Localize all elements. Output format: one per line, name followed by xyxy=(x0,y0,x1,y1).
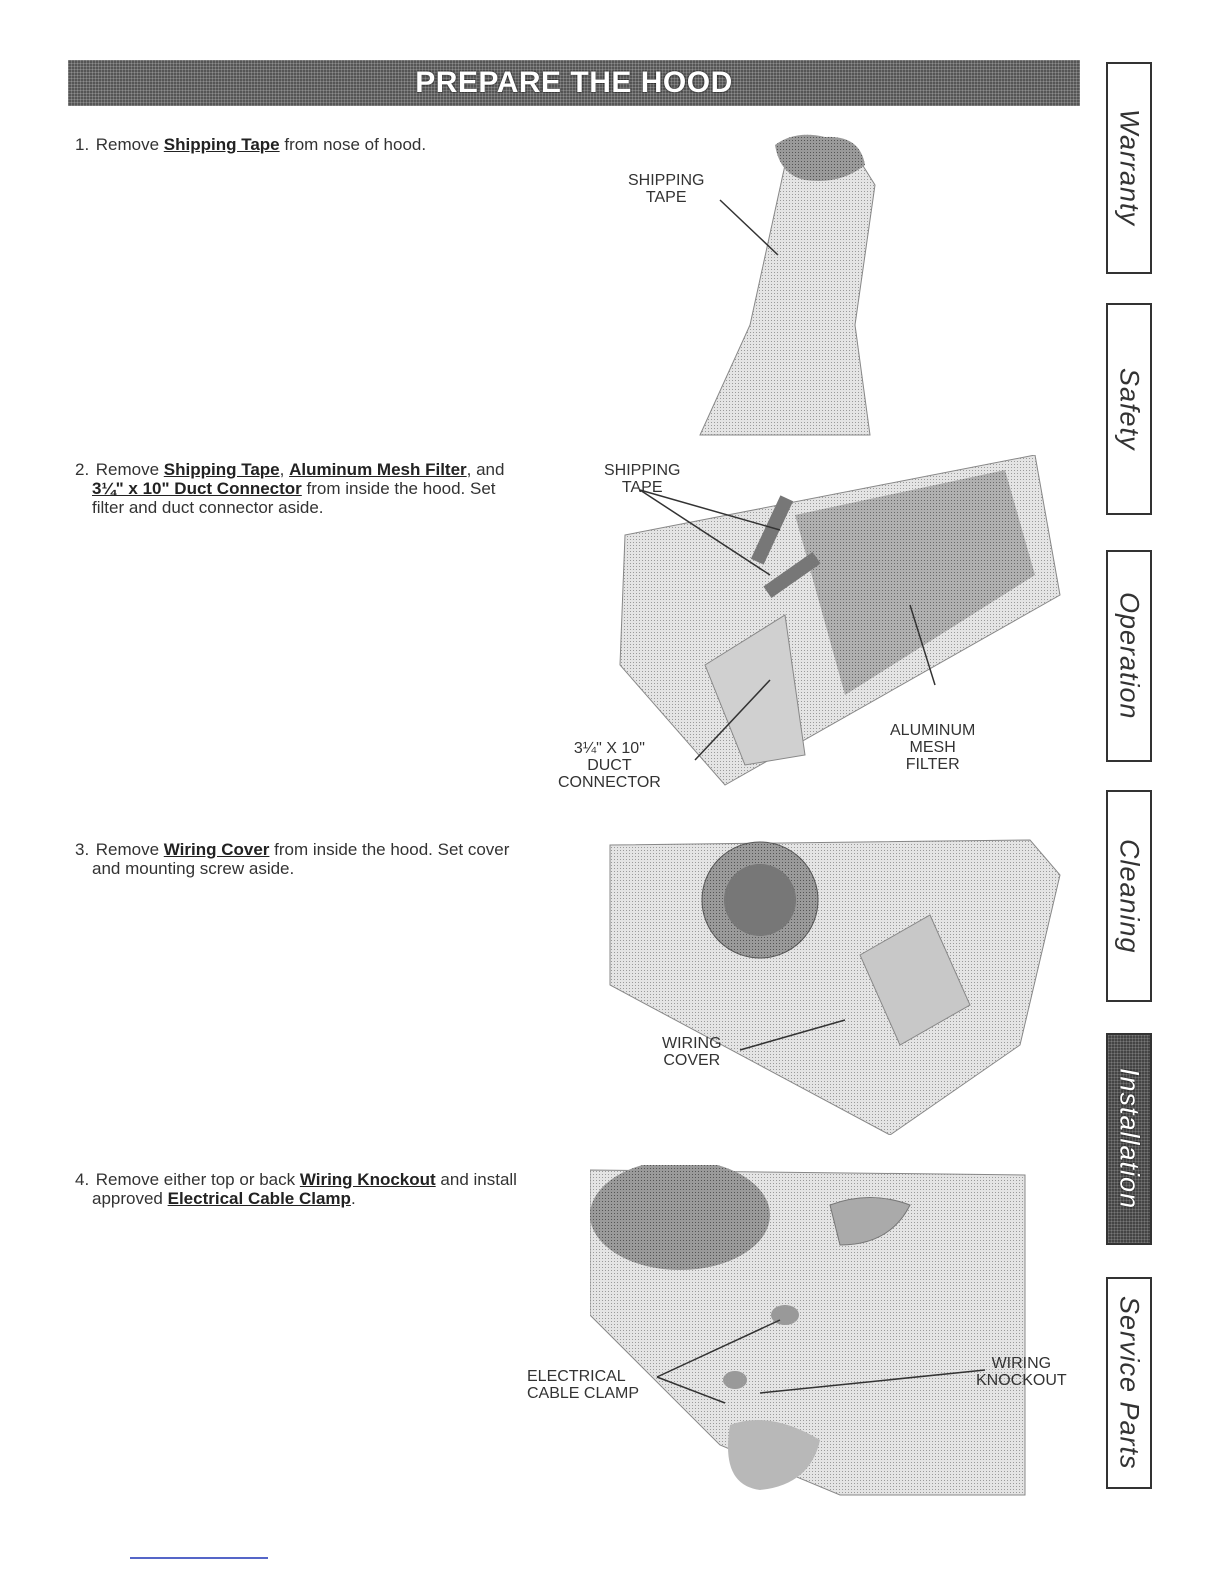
step-4: 4. Remove either top or back Wiring Knockout and install approved Electrical Cable Clamp. xyxy=(75,1170,517,1208)
term-wiring-knockout: Wiring Knockout xyxy=(299,1170,436,1189)
tab-service-parts[interactable]: Service Parts xyxy=(1106,1277,1152,1489)
footer-rule xyxy=(130,1557,268,1559)
tab-safety[interactable]: Safety xyxy=(1106,303,1152,515)
callout-duct-connector: 3¼" X 10" DUCT CONNECTOR xyxy=(558,740,661,791)
term-aluminum-mesh-filter: Aluminum Mesh Filter xyxy=(289,460,467,479)
page-title: PREPARE THE HOOD xyxy=(415,66,733,99)
callout-shipping-tape-2: SHIPPING TAPE xyxy=(604,462,681,496)
wiring-knockout-illustration xyxy=(590,1165,1030,1500)
section-banner xyxy=(68,60,1080,106)
term-shipping-tape: Shipping Tape xyxy=(163,460,280,479)
figure-wiring-knockout xyxy=(590,1165,1030,1500)
tab-operation[interactable]: Operation xyxy=(1106,550,1152,762)
callout-wiring-knockout: WIRING KNOCKOUT xyxy=(976,1355,1067,1389)
step-2: 2. Remove Shipping Tape, Aluminum Mesh Filter, and 3¼" x 10" Duct Connector from inside the hood. Set filter and duct connector aside. xyxy=(75,460,505,517)
tab-cleaning[interactable]: Cleaning xyxy=(1106,790,1152,1002)
tab-installation[interactable]: Installation xyxy=(1106,1033,1152,1245)
term-shipping-tape: Shipping Tape xyxy=(163,135,280,154)
step-3: 3. Remove Wiring Cover from inside the hood. Set cover and mounting screw aside. xyxy=(75,840,510,878)
term-wiring-cover: Wiring Cover xyxy=(163,840,270,859)
term-electrical-cable-clamp: Electrical Cable Clamp xyxy=(167,1189,351,1208)
callout-shipping-tape-1: SHIPPING TAPE xyxy=(628,172,705,206)
wiring-cover-illustration xyxy=(590,835,1070,1135)
callout-electrical-cable-clamp: ELECTRICAL CABLE CLAMP xyxy=(527,1368,640,1402)
figure-wiring-cover xyxy=(590,835,1070,1135)
tab-warranty[interactable]: Warranty xyxy=(1106,62,1152,274)
callout-aluminum-mesh-filter: ALUMINUM MESH FILTER xyxy=(890,722,976,773)
term-duct-connector: 3¼" x 10" Duct Connector xyxy=(92,479,302,498)
step-1: 1. Remove Shipping Tape from nose of hood. xyxy=(75,135,427,154)
callout-wiring-cover: WIRING COVER xyxy=(662,1035,722,1069)
